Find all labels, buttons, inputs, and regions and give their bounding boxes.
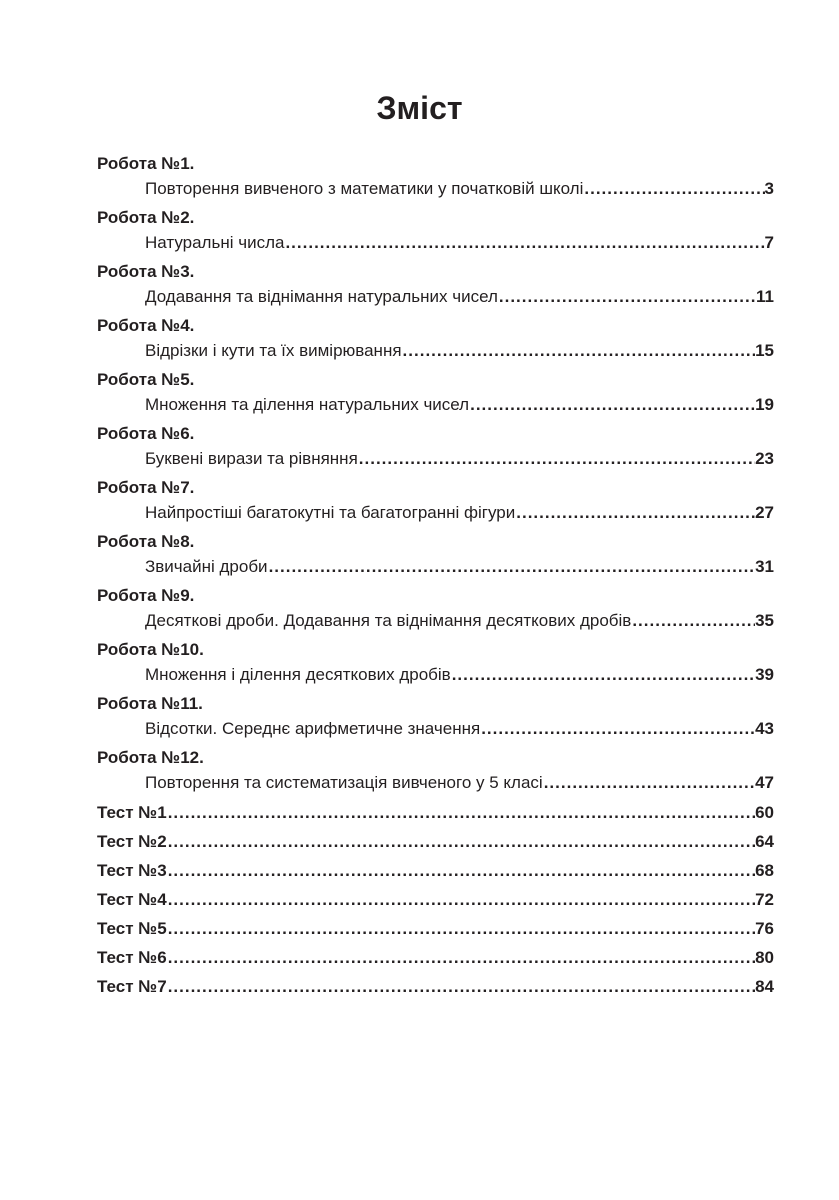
page-number: 23: [755, 449, 774, 468]
page-number: 15: [755, 341, 774, 360]
page-number: 35: [755, 611, 774, 630]
toc-work-6: [97, 423, 774, 477]
entry-topic: Десяткові дроби. Додавання та віднімання десяткових дробів: [145, 611, 632, 630]
entry-topic: Повторення та систематизація вивченого у 5 класі: [145, 773, 543, 792]
entry-topic: Натуральні числа: [145, 233, 285, 252]
toc-entry[interactable]: [97, 717, 774, 745]
dot-leader: [167, 801, 755, 825]
test-label: Тест №2: [97, 832, 167, 851]
dot-leader: [402, 339, 756, 363]
test-label: Тест №5: [97, 919, 167, 938]
toc-test-3[interactable]: [97, 859, 774, 888]
toc-work-12: [97, 747, 774, 801]
toc-entry[interactable]: [97, 609, 774, 637]
entry-topic: Буквені вирази та рівняння: [145, 449, 358, 468]
dot-leader: [480, 717, 755, 741]
toc-test-6[interactable]: [97, 946, 774, 975]
page-number: 47: [755, 773, 774, 792]
page-number: 19: [755, 395, 774, 414]
work-heading: Робота №9.: [97, 586, 195, 605]
dot-leader: [631, 609, 755, 633]
page-number: 31: [755, 557, 774, 576]
toc-work-8: [97, 531, 774, 585]
toc-entry[interactable]: [97, 771, 774, 799]
toc-entry[interactable]: [97, 231, 774, 259]
page-number: 64: [755, 832, 774, 851]
test-label: Тест №6: [97, 948, 167, 967]
entry-topic: Звичайні дроби: [145, 557, 268, 576]
toc-entry[interactable]: [97, 339, 774, 367]
entry-topic: Найпростіші багатокутні та багатогранні фігури: [145, 503, 516, 522]
entry-topic: Множення і ділення десяткових дробів: [145, 665, 451, 684]
toc-test-2[interactable]: [97, 830, 774, 859]
toc-work-1: [97, 153, 774, 207]
test-label: Тест №3: [97, 861, 167, 880]
toc-entry[interactable]: [97, 285, 774, 313]
toc-test-5[interactable]: [97, 917, 774, 946]
toc-work-10: [97, 639, 774, 693]
work-heading: Робота №11.: [97, 694, 203, 713]
dot-leader: [167, 975, 755, 999]
work-heading: Робота №2.: [97, 208, 195, 227]
work-heading: Робота №6.: [97, 424, 195, 443]
toc-work-2: [97, 207, 774, 261]
entry-topic: Повторення вивченого з математики у початковій школі: [145, 179, 584, 198]
toc-test-4[interactable]: [97, 888, 774, 917]
page-number: 43: [755, 719, 774, 738]
toc-work-4: [97, 315, 774, 369]
entry-topic: Множення та ділення натуральних чисел: [145, 395, 470, 414]
test-label: Тест №7: [97, 977, 167, 996]
toc-work-5: [97, 369, 774, 423]
dot-leader: [268, 555, 756, 579]
page-number: 39: [755, 665, 774, 684]
toc-work-7: [97, 477, 774, 531]
test-label: Тест №4: [97, 890, 167, 909]
toc-work-11: [97, 693, 774, 747]
dot-leader: [167, 830, 755, 854]
work-heading: Робота №5.: [97, 370, 195, 389]
page-title: Зміст: [376, 90, 463, 126]
toc-work-3: [97, 261, 774, 315]
toc-entry[interactable]: [97, 177, 774, 205]
dot-leader: [167, 859, 755, 883]
work-heading: Робота №7.: [97, 478, 195, 497]
page-number: 84: [755, 977, 774, 996]
work-heading: Робота №12.: [97, 748, 204, 767]
dot-leader: [284, 231, 764, 255]
toc-entry[interactable]: [97, 447, 774, 475]
page-number: 80: [755, 948, 774, 967]
toc-test-1[interactable]: [97, 801, 774, 830]
page-number: 7: [764, 233, 774, 252]
entry-topic: Додавання та віднімання натуральних чисел: [145, 287, 498, 306]
page-number: 3: [764, 179, 774, 198]
page-number: 11: [756, 287, 774, 306]
dot-leader: [543, 771, 755, 795]
dot-leader: [167, 946, 755, 970]
page-number: 27: [755, 503, 774, 522]
page-number: 72: [755, 890, 774, 909]
dot-leader: [167, 888, 755, 912]
dot-leader: [358, 447, 755, 471]
page-number: 60: [755, 803, 774, 822]
toc-entry[interactable]: [97, 501, 774, 529]
toc-entry[interactable]: [97, 663, 774, 691]
test-label: Тест №1: [97, 803, 167, 822]
page-number: 68: [755, 861, 774, 880]
work-heading: Робота №10.: [97, 640, 204, 659]
entry-topic: Відрізки і кути та їх вимірювання: [145, 341, 402, 360]
table-of-contents: [97, 153, 774, 1004]
dot-leader: [451, 663, 755, 687]
toc-entry[interactable]: [97, 555, 774, 583]
toc-work-9: [97, 585, 774, 639]
dot-leader: [515, 501, 755, 525]
dot-leader: [583, 177, 764, 201]
toc-entry[interactable]: [97, 393, 774, 421]
page-number: 76: [755, 919, 774, 938]
dot-leader: [167, 917, 755, 941]
entry-topic: Відсотки. Середнє арифметичне значення: [145, 719, 481, 738]
work-heading: Робота №4.: [97, 316, 195, 335]
work-heading: Робота №8.: [97, 532, 195, 551]
dot-leader: [498, 285, 756, 309]
work-heading: Робота №1.: [97, 154, 195, 173]
work-heading: Робота №3.: [97, 262, 195, 281]
toc-test-7[interactable]: [97, 975, 774, 1004]
dot-leader: [469, 393, 755, 417]
